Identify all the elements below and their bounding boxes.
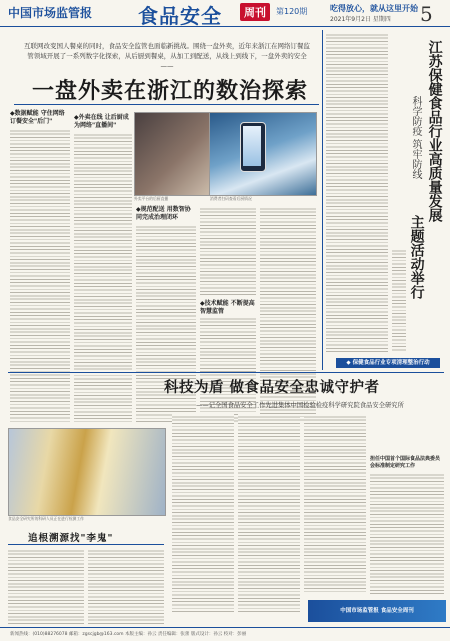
issue-date: 2021年9月2日 星期四 bbox=[330, 16, 391, 23]
article2-column-1 bbox=[326, 32, 388, 352]
article3-headline: 科技为盾 做食品安全忠诚守护者 bbox=[164, 380, 380, 396]
article4-column-1 bbox=[8, 548, 84, 624]
article3-column-2 bbox=[238, 414, 300, 614]
article2-banner: ◆ 保健食品行业专项清理整治行动 bbox=[336, 358, 440, 368]
issue-number: 第120期 bbox=[276, 7, 308, 16]
article1-subhead-1: ◆数据赋能 守住网络订餐安全"后门" bbox=[10, 110, 65, 125]
masthead-slogan: 吃得放心，就从这里开始 bbox=[330, 4, 418, 13]
article2-headline-2: 主题活动举行 bbox=[408, 215, 425, 299]
article3-column-4 bbox=[370, 472, 444, 596]
article1-column-2 bbox=[74, 132, 132, 422]
article3-column-3 bbox=[304, 414, 366, 594]
article2-headline: 江苏保健食品行业高质量发展 bbox=[426, 40, 443, 222]
divider bbox=[14, 104, 319, 105]
article1-subhead-2: ◆外卖在线 让后厨成为网络"直播间" bbox=[74, 114, 129, 129]
phone-screen bbox=[243, 126, 261, 166]
article2-subheadline: 科学防疫 筑牢防线 bbox=[410, 96, 421, 180]
lab-photo-caption: 食品安全研究所的科研人员正在进行检测工作 bbox=[8, 516, 84, 521]
article2-column-2 bbox=[392, 248, 406, 352]
article1-subhead-4: ◆技术赋能 不断提高智慧监管 bbox=[200, 300, 255, 315]
lab-photo bbox=[8, 428, 166, 516]
kitchen-photo-caption: 外卖平台的后厨直播 bbox=[134, 196, 169, 201]
section-title: 食品安全 bbox=[138, 4, 222, 28]
article1-headline: 一盘外卖在浙江的数治探索 bbox=[31, 79, 308, 104]
article3-column-1 bbox=[172, 414, 234, 614]
weekly-badge: 周刊 bbox=[240, 3, 270, 21]
section-divider bbox=[8, 372, 444, 373]
scan-photo-caption: 消费者扫码查看后厨情况 bbox=[210, 196, 252, 201]
article1-column-4 bbox=[200, 206, 256, 296]
article1-subhead-3: ◆规范配送 用数智协同完成治理闭环 bbox=[136, 206, 191, 221]
article4-rule bbox=[8, 544, 164, 545]
paper-name: 中国市场监管报 bbox=[8, 6, 93, 20]
promo-banner: 中国市场监管报 食品安全周刊 bbox=[308, 600, 446, 622]
article1-column-1 bbox=[10, 128, 70, 422]
article4-column-2 bbox=[88, 548, 164, 624]
article3-deck: ——记全国食品安全工作先进集体中国检验检疫科学研究院食品安全研究所 bbox=[196, 402, 404, 409]
page-number: 5 bbox=[420, 2, 433, 26]
lead-paragraph: 互联网改变国人餐桌的同时，食品安全监管也面临新挑战。围绕一盘外卖，近年来浙江在网络订餐监管领域开展了一系列数字化探索，从后厨到餐桌，从加工到配送，从线上到线下，一盘外卖的安全—— bbox=[24, 42, 310, 70]
column-rule bbox=[322, 30, 323, 370]
article3-side-subhead: 担任中国首个国际食品法典委员会标准制定研究工作 bbox=[370, 456, 441, 469]
page-footer bbox=[0, 627, 450, 641]
footer-text: 新闻热线：(010)88276078 邮箱：zgscjgb@163.com 本版主编：孙云 责任编辑：张蕾 版式设计：孙云 校对：彭丽 bbox=[10, 632, 247, 637]
article4-headline: 追根溯源找"李鬼" bbox=[28, 533, 114, 544]
